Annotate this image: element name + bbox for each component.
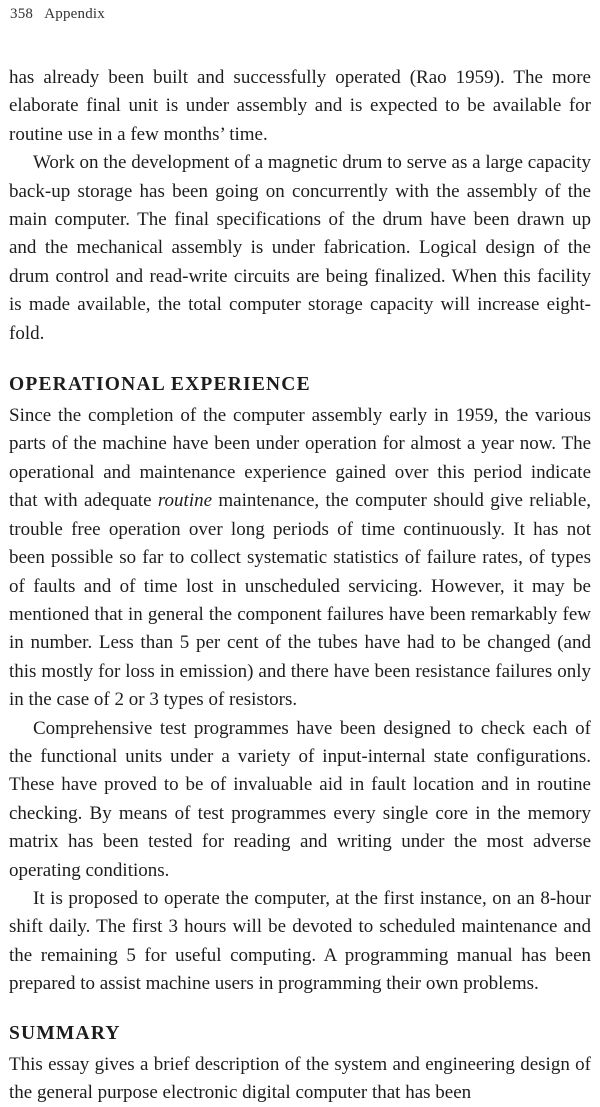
paragraph-1: has already been built and successfully operated (Rao 1959). The more elaborate final unit is under assembly and is expected to be available for routine use in a few months’ time. <box>9 67 591 145</box>
paragraph-4: Comprehensive test programmes have been designed to check each of the functional units under a variety of input-internal state configurations. These have proved to be of invaluable aid in fault location and in routine checking. By means of test programmes every single core in the memory matrix has been tested for reading and writing under the most adverse operating conditions. <box>9 717 591 881</box>
paragraph-3-text-start: Since the completion of the computer assembly early in 1959, the various parts of the machine have been under operation for almost a year now. The operational and maintenance experience gained over this period indicate that with adequate <box>9 405 591 512</box>
paragraph-5: It is proposed to operate the computer, at the first instance, on an 8-hour shift daily. The first 3 hours will be devoted to scheduled maintenance and the remaining 5 for useful computing. A programming manual has been prepared to assist machine users in programming their own problems. <box>9 887 591 995</box>
running-head <box>10 6 105 23</box>
running-head-section: Appendix <box>44 6 105 22</box>
paragraph-3 <box>9 402 591 714</box>
paragraph-3-emphasis: routine <box>157 490 213 512</box>
heading-operational-experience: OPERATIONAL EXPERIENCE <box>9 374 311 396</box>
paragraph-2: Work on the development of a magnetic drum to serve as a large capacity back-up storage has been going on concurrently with the assembly of the main computer. The final specifications of the drum have been drawn up and the mechanical assembly is under fabrication. Logical design of the drum control and read-write circuits are being finalized. When this facility is made available, the total computer storage capacity will increase eight-fold. <box>9 152 591 344</box>
page-number: 358 <box>10 6 34 22</box>
paragraph-3-text-end: maintenance, the computer should give reliable, trouble free operation over long periods of time continuously. It has not been possible so far to collect systematic statistics of failure rates, of types of faults and of time lost in unscheduled servicing. However, it may be mentioned that in general the component failures have been remarkably few in number. Less than 5 per cent of the tubes have had to be changed (and this mostly for loss in emission) and there have been resistance failures only in the case of 2 or 3 types of resistors. <box>9 490 592 711</box>
paragraph-6: This essay gives a brief description of the system and engineering design of the general purpose electronic digital computer that has been <box>9 1053 591 1103</box>
body-text <box>9 64 591 1107</box>
heading-summary: SUMMARY <box>9 1022 121 1044</box>
